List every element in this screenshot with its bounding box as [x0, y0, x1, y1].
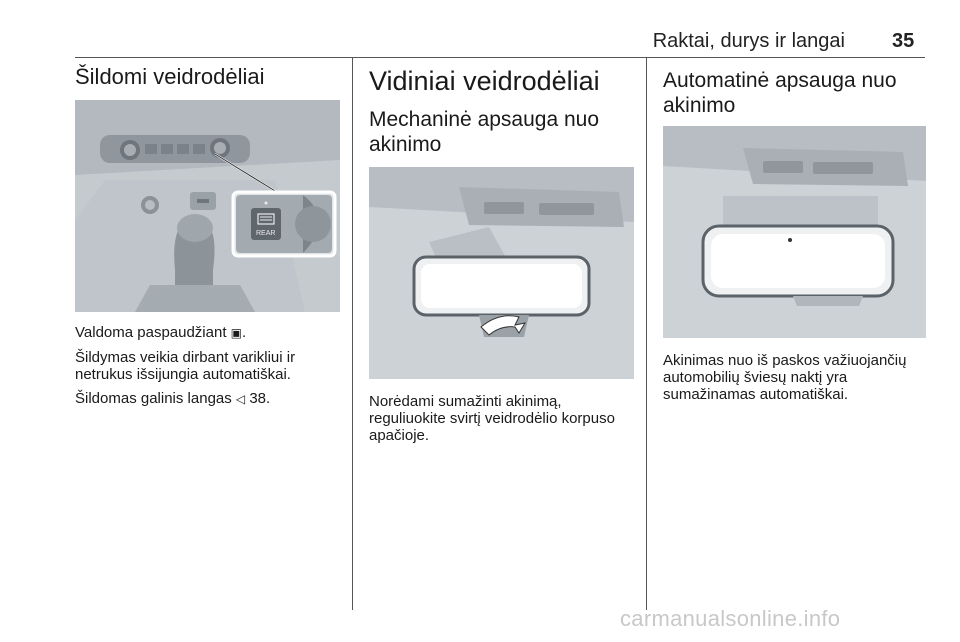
column-divider-1 [352, 58, 353, 610]
column-divider-2 [646, 58, 647, 610]
figure-heated-mirror-button [75, 100, 340, 312]
paragraph-press-button: Valdoma paspaudžiant ▣. [75, 324, 247, 341]
page-reference-icon: ◁ [235, 392, 246, 406]
column-heated-mirrors [75, 64, 340, 415]
page-number: 35 [892, 30, 915, 52]
figure-label-rear: REAR [256, 230, 276, 237]
subsection-title-auto-antiglare: Automatinė apsauga nuo akinimo [663, 69, 897, 117]
paragraph-rear-window-ref: Šildomas galinis langas ◁ 38. [75, 390, 271, 407]
section-title-interior-mirrors: Vidiniai veidrodėliai [369, 66, 600, 96]
column-auto-antiglare [663, 64, 926, 410]
subsection-title-manual-antiglare: Mechaninė apsauga nuo akinimo [369, 108, 600, 156]
header-rule [75, 57, 925, 58]
paragraph-auto-antiglare: Akinimas nuo iš paskos važiuojančių automobilių šviesų naktį yra sumažinamas automatiškai. [663, 352, 907, 403]
paragraph-manual-antiglare: Norėdami sumažinti akinimą, reguliuokite svirtį veidrodėlio korpuso apačioje. [369, 393, 615, 444]
column-interior-mirrors [369, 64, 634, 451]
paragraph-heating-operation: Šildymas veikia dirbant varikliui ir netrukus išsijungia automatiškai. [75, 349, 296, 383]
figure-manual-antiglare-mirror [369, 167, 634, 379]
watermark: carmanualsonline.info [620, 606, 841, 631]
figure-auto-antiglare-mirror [663, 126, 926, 338]
heated-mirror-icon: ▣ [230, 326, 243, 340]
section-title-heated-mirrors: Šildomi veidrodėliai [75, 64, 265, 89]
running-header-title: Raktai, durys ir langai [652, 30, 845, 52]
